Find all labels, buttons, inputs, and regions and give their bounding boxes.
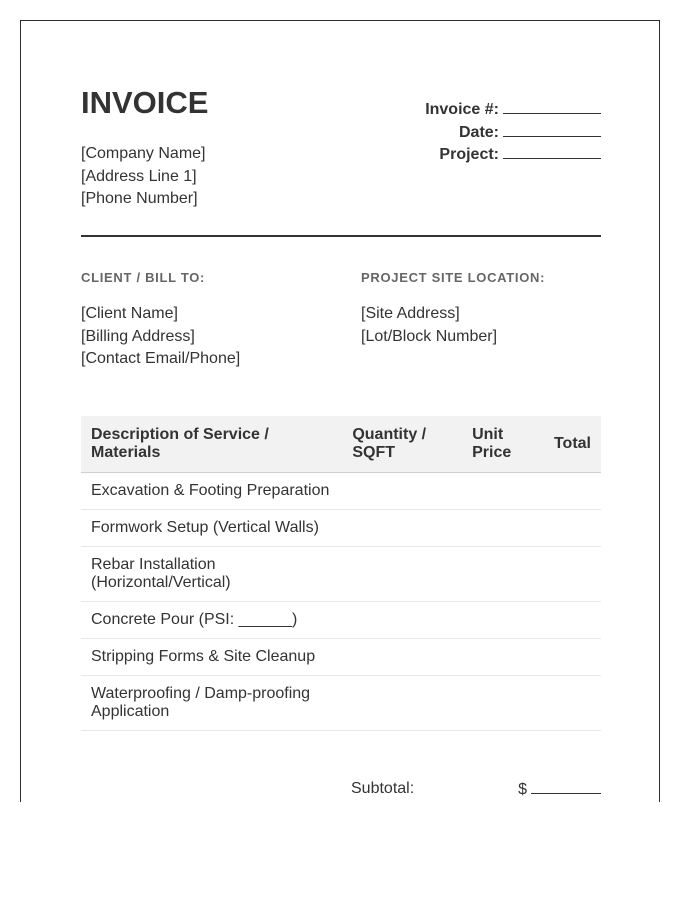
client-billing-address: [Billing Address]: [81, 327, 195, 345]
table-row: [81, 510, 601, 547]
row-total[interactable]: [544, 547, 601, 602]
column-header-description: Description of Service / Materials: [81, 416, 342, 473]
row-unit-price[interactable]: [462, 676, 544, 731]
company-address: [Address Line 1]: [81, 167, 197, 185]
client-heading: CLIENT / BILL TO:: [81, 270, 206, 285]
row-quantity[interactable]: [342, 676, 462, 731]
line-items-table: [81, 416, 601, 731]
row-total[interactable]: [544, 510, 601, 547]
invoice-date-row: [425, 122, 601, 145]
invoice-number-field[interactable]: [503, 99, 601, 114]
invoice-meta: [425, 99, 601, 167]
invoice-page: [20, 20, 660, 802]
table-row: [81, 547, 601, 602]
row-description: Waterproofing / Damp-proofing Application: [81, 676, 342, 731]
row-description: Excavation & Footing Preparation: [81, 473, 342, 510]
row-total[interactable]: [544, 473, 601, 510]
table-row: [81, 639, 601, 676]
invoice-project-label: Project:: [439, 146, 499, 163]
row-unit-price[interactable]: [462, 547, 544, 602]
header-divider: [81, 235, 601, 237]
column-header-unit-price: Unit Price: [462, 416, 544, 473]
row-quantity[interactable]: [342, 547, 462, 602]
invoice-date-field[interactable]: [503, 122, 601, 137]
invoice-project-row: [425, 144, 601, 167]
site-lot-number: [Lot/Block Number]: [361, 327, 498, 345]
table-row: [81, 676, 601, 731]
row-quantity[interactable]: [342, 473, 462, 510]
client-info: [81, 303, 240, 371]
column-header-total: Total: [544, 416, 601, 473]
row-description: Formwork Setup (Vertical Walls): [81, 510, 342, 547]
invoice-date-label: Date:: [458, 123, 499, 141]
client-contact: [Contact Email/Phone]: [81, 350, 241, 367]
row-quantity[interactable]: [342, 639, 462, 676]
currency-symbol: $: [518, 781, 527, 798]
site-address: [Site Address]: [361, 305, 460, 322]
site-heading: PROJECT SITE LOCATION:: [361, 270, 546, 285]
row-total[interactable]: [544, 639, 601, 676]
table-row: [81, 473, 601, 510]
row-unit-price[interactable]: [462, 510, 544, 547]
row-description: Concrete Pour (PSI: ______): [81, 602, 342, 639]
row-quantity[interactable]: [342, 510, 462, 547]
subtotal-field[interactable]: [531, 779, 601, 794]
subtotal-label: Subtotal:: [351, 780, 415, 797]
company-phone: [Phone Number]: [81, 190, 198, 207]
invoice-number-row: [425, 99, 601, 122]
row-total[interactable]: [544, 602, 601, 639]
row-description: Stripping Forms & Site Cleanup: [81, 639, 342, 676]
table-row: [81, 602, 601, 639]
row-unit-price[interactable]: [462, 602, 544, 639]
company-name: [Company Name]: [81, 145, 206, 162]
invoice-project-field[interactable]: [503, 144, 601, 159]
column-header-quantity: Quantity / SQFT: [342, 416, 462, 473]
company-info: [81, 143, 206, 211]
row-total[interactable]: [544, 676, 601, 731]
invoice-title: INVOICE: [81, 85, 209, 120]
subtotal-value: [518, 779, 601, 800]
invoice-number-label: Invoice #:: [425, 101, 499, 118]
table-header-row: [81, 416, 601, 473]
client-name: [Client Name]: [81, 305, 178, 322]
row-description: Rebar Installation (Horizontal/Vertical): [81, 547, 342, 602]
row-unit-price[interactable]: [462, 639, 544, 676]
row-unit-price[interactable]: [462, 473, 544, 510]
row-quantity[interactable]: [342, 602, 462, 639]
site-info: [361, 303, 497, 348]
